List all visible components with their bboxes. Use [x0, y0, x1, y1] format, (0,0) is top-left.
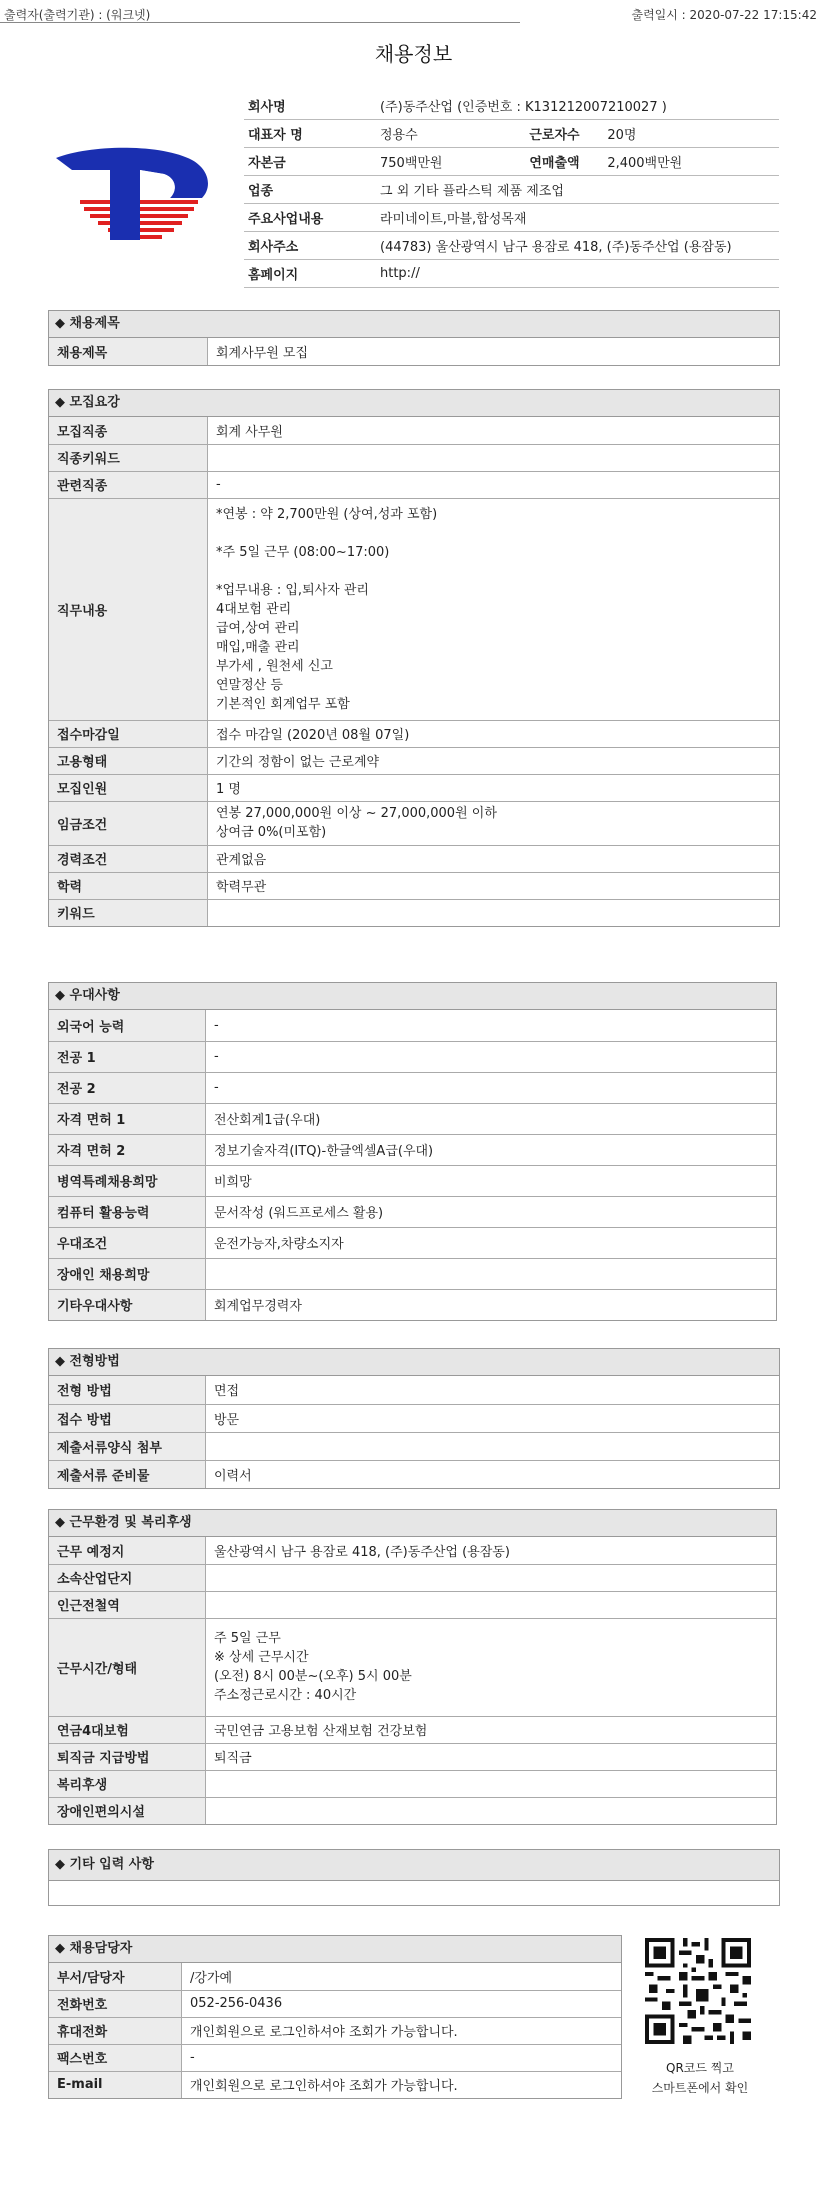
row-value: 퇴직금	[206, 1743, 777, 1770]
info-row	[244, 92, 779, 120]
info-label: 근로자수	[525, 120, 603, 148]
section-selection	[48, 1348, 780, 1489]
row-label: 모집직종	[49, 417, 208, 444]
table-row	[49, 872, 779, 899]
section-table	[49, 338, 779, 365]
info-label: 자본금	[244, 148, 376, 176]
section-body	[49, 1881, 779, 1905]
row-label: 전형 방법	[49, 1376, 206, 1404]
row-label: 전화번호	[49, 1990, 182, 2017]
row-label: 관련직종	[49, 471, 208, 498]
info-label: 회사주소	[244, 232, 376, 260]
table-row	[49, 1591, 776, 1618]
row-value: 연봉 27,000,000원 이상 ~ 27,000,000원 이하 상여금 0%(미포함)	[208, 801, 780, 845]
row-label: 전공 1	[49, 1041, 206, 1072]
table-row	[49, 1103, 776, 1134]
row-label: 접수마감일	[49, 720, 208, 747]
table-row	[49, 801, 779, 845]
row-label: 자격 면허 1	[49, 1103, 206, 1134]
info-row	[244, 232, 779, 260]
table-row	[49, 1990, 621, 2017]
table-row	[49, 1010, 776, 1041]
ceo-name: 정용수	[376, 120, 525, 148]
table-row	[49, 1404, 779, 1432]
row-label: 퇴직금 지급방법	[49, 1743, 206, 1770]
row-label: 고용형태	[49, 747, 208, 774]
table-row	[49, 444, 779, 471]
section-table	[49, 1537, 776, 1824]
row-value: 관계없음	[208, 845, 780, 872]
table-row	[49, 2017, 621, 2044]
table-row	[49, 1134, 776, 1165]
row-value	[206, 1797, 777, 1824]
row-label: 병역특례채용희망	[49, 1165, 206, 1196]
row-label: 인근전철역	[49, 1591, 206, 1618]
row-value: 회계사무원 모집	[216, 346, 309, 361]
row-label: 경력조건	[49, 845, 208, 872]
row-label: 전공 2	[49, 1072, 206, 1103]
contact-phone: 052-256-0436	[182, 1990, 622, 2017]
table-row	[49, 899, 779, 926]
table-row	[49, 1460, 779, 1488]
section-header: ◆ 기타 입력 사항	[49, 1850, 779, 1881]
table-row	[49, 774, 779, 801]
homepage-link[interactable]: http://	[376, 260, 779, 288]
qr-caption-line2: 스마트폰에서 확인	[651, 2081, 749, 2095]
row-label: 복리후생	[49, 1770, 206, 1797]
row-label: 장애인 채용희망	[49, 1258, 206, 1289]
info-row	[244, 260, 779, 288]
table-row	[49, 338, 779, 365]
row-value	[206, 1591, 777, 1618]
info-label: 홈페이지	[244, 260, 376, 288]
row-label: 부서/담당자	[49, 1963, 182, 1990]
table-row	[49, 1227, 776, 1258]
row-label: 컴퓨터 활용능력	[49, 1196, 206, 1227]
section-recruitment	[48, 389, 780, 927]
table-row	[49, 498, 779, 720]
row-label: 장애인편의시설	[49, 1797, 206, 1824]
page-title: 채용정보	[374, 42, 453, 66]
annual-sales: 2,400백만원	[603, 148, 779, 176]
row-label: 모집인원	[49, 774, 208, 801]
row-label: 제출서류양식 첨부	[49, 1432, 206, 1460]
table-row	[49, 1618, 776, 1716]
row-value: 전산회계1급(우대)	[206, 1103, 777, 1134]
info-label: 대표자 명	[244, 120, 376, 148]
row-value: 문서작성 (워드프로세스 활용)	[206, 1196, 777, 1227]
qr-caption	[620, 2058, 780, 2098]
row-value: 기간의 정함이 없는 근로계약	[208, 747, 780, 774]
table-row	[49, 1041, 776, 1072]
row-label: 연금4대보험	[49, 1716, 206, 1743]
row-value: 정보기술자격(ITQ)-한글엑셀A급(우대)	[206, 1134, 777, 1165]
section-header: ◆ 우대사항	[49, 983, 776, 1010]
row-value: -	[206, 1010, 777, 1041]
table-row	[49, 747, 779, 774]
row-value: 방문	[206, 1404, 780, 1432]
section-header: ◆ 전형방법	[49, 1349, 779, 1376]
printer-info: 출력자(출력기관) : (워크넷)	[4, 8, 151, 22]
section-work-environment	[48, 1509, 777, 1825]
table-row	[49, 1258, 776, 1289]
section-header: ◆ 모집요강	[49, 390, 779, 417]
business: 라미네이트,마블,합성목재	[376, 204, 779, 232]
row-value	[208, 899, 780, 926]
row-label: 채용제목	[49, 338, 208, 365]
row-label: 키워드	[49, 899, 208, 926]
qr-code[interactable]	[636, 1938, 760, 2044]
contact-mobile: 개인회원으로 로그인하셔야 조회가 가능합니다.	[182, 2017, 622, 2044]
row-label: 직무내용	[49, 498, 208, 720]
row-value: 국민연금 고용보험 산재보험 건강보험	[206, 1716, 777, 1743]
row-value: 회계 사무원	[208, 417, 780, 444]
row-value	[206, 1770, 777, 1797]
row-label: 임금조건	[49, 801, 208, 845]
section-table	[49, 1963, 621, 2098]
row-label: 제출서류 준비물	[49, 1460, 206, 1488]
table-row	[49, 1716, 776, 1743]
row-value: 접수 마감일 (2020년 08월 07일)	[208, 720, 780, 747]
row-value	[206, 1432, 780, 1460]
info-row	[244, 204, 779, 232]
info-row	[244, 148, 779, 176]
row-label: 기타우대사항	[49, 1289, 206, 1320]
table-row	[49, 1196, 776, 1227]
work-hours: 주 5일 근무 ※ 상세 근무시간 (오전) 8시 00분~(오후) 5시 00분 주소정근로시간 : 40시간	[206, 1618, 777, 1716]
table-row	[49, 1376, 779, 1404]
industry: 그 외 기타 플라스틱 제품 제조업	[376, 176, 779, 204]
header-rule	[0, 22, 520, 23]
job-description: *연봉 : 약 2,700만원 (상여,성과 포함) *주 5일 근무 (08:00~17:00) *업무내용 : 입,퇴사자 관리 4대보험 관리 급여,상여 관리 매입,매출 관리 부가세 , 원천세 신고 연말정산 등 기본적인 회계업무 포함	[208, 498, 780, 720]
row-label: E-mail	[49, 2071, 182, 2098]
row-label: 학력	[49, 872, 208, 899]
row-label: 직종키워드	[49, 444, 208, 471]
section-header: ◆ 채용담당자	[49, 1936, 621, 1963]
table-row	[49, 1165, 776, 1196]
table-row	[49, 1289, 776, 1320]
row-value: -	[206, 1041, 777, 1072]
row-value: 면접	[206, 1376, 780, 1404]
info-label: 회사명	[244, 92, 376, 120]
company-logo	[52, 140, 212, 250]
row-value: 이력서	[214, 1468, 252, 1484]
contact-person: /강가예	[182, 1963, 622, 1990]
employee-count: 20명	[603, 120, 779, 148]
section-contact	[48, 1935, 622, 2099]
info-row	[244, 120, 779, 148]
qr-caption-line1: QR코드 찍고	[666, 2061, 734, 2075]
table-row	[49, 1072, 776, 1103]
row-value	[208, 444, 780, 471]
section-table	[49, 1010, 776, 1320]
table-row	[49, 1963, 621, 1990]
row-label: 휴대전화	[49, 2017, 182, 2044]
table-row	[49, 2071, 621, 2098]
section-job-title	[48, 310, 780, 366]
table-row	[49, 845, 779, 872]
info-row	[244, 176, 779, 204]
print-header	[0, 0, 827, 24]
table-row	[49, 417, 779, 444]
section-header: ◆ 근무환경 및 복리후생	[49, 1510, 776, 1537]
capital: 750백만원	[376, 148, 525, 176]
section-table	[49, 417, 779, 926]
row-value: 1 명	[208, 774, 780, 801]
company-address: (44783) 울산광역시 남구 용잠로 418, (주)동주산업 (용잠동)	[376, 232, 779, 260]
section-other	[48, 1849, 780, 1906]
row-label: 팩스번호	[49, 2044, 182, 2071]
table-row	[49, 1432, 779, 1460]
row-value	[206, 1258, 777, 1289]
section-preferences	[48, 982, 777, 1321]
row-value: 울산광역시 남구 용잠로 418, (주)동주산업 (용잠동)	[206, 1537, 777, 1564]
row-label: 외국어 능력	[49, 1010, 206, 1041]
row-value: -	[206, 1072, 777, 1103]
row-label: 소속산업단지	[49, 1564, 206, 1591]
contact-fax: -	[182, 2044, 622, 2071]
table-row	[49, 1743, 776, 1770]
section-header: ◆ 채용제목	[49, 311, 779, 338]
info-label: 연매출액	[525, 148, 603, 176]
row-label: 우대조건	[49, 1227, 206, 1258]
row-value: 학력무관	[208, 872, 780, 899]
table-row	[49, 1770, 776, 1797]
row-value: 비희망	[206, 1165, 777, 1196]
table-row	[49, 1797, 776, 1824]
row-label: 근무시간/형태	[49, 1618, 206, 1716]
row-label: 자격 면허 2	[49, 1134, 206, 1165]
contact-email: 개인회원으로 로그인하셔야 조회가 가능합니다.	[190, 2079, 458, 2095]
row-value: -	[208, 471, 780, 498]
table-row	[49, 720, 779, 747]
row-value: 운전가능자,차량소지자	[206, 1227, 777, 1258]
table-row	[49, 2044, 621, 2071]
row-label: 접수 방법	[49, 1404, 206, 1432]
print-datetime: 출력일시 : 2020-07-22 17:15:42	[631, 8, 817, 22]
row-label: 근무 예정지	[49, 1537, 206, 1564]
table-row	[49, 471, 779, 498]
info-label: 업종	[244, 176, 376, 204]
info-label: 주요사업내용	[244, 204, 376, 232]
table-row	[49, 1537, 776, 1564]
row-value	[206, 1564, 777, 1591]
company-info-table	[244, 92, 779, 288]
logo-blue-shape	[56, 148, 208, 240]
section-table	[49, 1376, 779, 1488]
company-name: (주)동주산업 (인증번호 : K131212007210027 )	[376, 92, 779, 120]
row-value: 회계업무경력자	[214, 1299, 302, 1315]
table-row	[49, 1564, 776, 1591]
